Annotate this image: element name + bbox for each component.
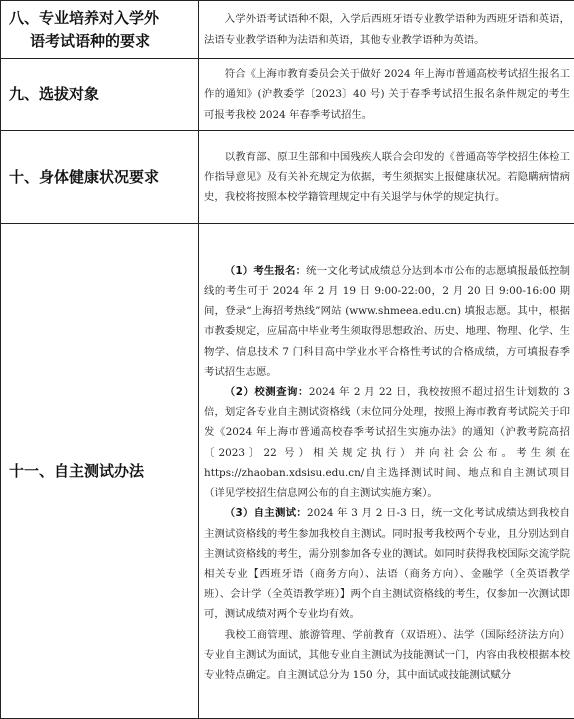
row-heading: 九、选拔对象	[1, 59, 199, 131]
table-row	[1, 59, 574, 131]
content-paragraph: 入学外语考试语种不限，入学后西班牙语专业教学语种为西班牙语和英语，法语专业教学语种为法语和英语，其他专业教学语种为英语。	[204, 9, 570, 49]
row-content	[199, 224, 574, 719]
content-paragraph	[204, 261, 570, 382]
heading-line-1: 八、专业培养对入学外	[9, 9, 159, 27]
paragraph-text: 我校工商管理、旅游管理、学前教育（双语班）、法学（国际经济法方向）专业自主测试为面试，其他专业自主测试为技能测试一门，内容由我校根据本校专业特点确定。自主测试总分为 150 分，其中面试或技能测试赋分	[204, 629, 570, 681]
paragraph-label: （3）自主测试：	[225, 507, 307, 519]
content-paragraph: 以教育部、原卫生部和中国残疾人联合会印发的《普通高等学校招生体检工作指导意见》及有关补充规定为依据，考生须据实上报健康状况。若隐瞒病情病史，我校将按照本校学籍管理规定中有关退学与休学的规定执行。	[204, 147, 570, 208]
content-paragraph	[204, 382, 570, 503]
row-heading	[1, 1, 199, 59]
row-content	[199, 131, 574, 224]
row-heading: 十、身体健康状况要求	[1, 131, 199, 224]
row-heading: 十一、自主测试办法	[1, 224, 199, 719]
paragraph-label: （2）校测查询：	[225, 386, 309, 398]
table-row	[1, 131, 574, 224]
paragraph-text: 2024 年 3 月 2 日-3 日，统一文化考试成绩达到我校自主测试资格线的考生参加我校自主测试。同时报考我校两个专业，且分别达到自主测试资格线的考生，需分别参加各专业的测试。如同时获得我校国际交流学院相关专业【西班牙语（商务方向）、法语（商务方向）、金融学（全英语教学班）、会计学（全英语教学班）】两个自主测试资格线的考生，仅参加一次测试即可，测试成绩对两个专业均有效。	[204, 507, 570, 620]
paragraph-label: （1）考生报名：	[225, 265, 306, 277]
content-paragraph	[204, 625, 570, 686]
paragraph-text: 2024 年 2 月 22 日，我校按照不超过招生计划数的 3 倍，划定各专业自主测试资格线（末位同分处理，按照上海市教育考试院关于印发《2024 年上海市普通高校春季考试招生实施办法》的通知（沪教考院高招〔2023〕22 号）相关规定执行）并向社会公布。考生须在 https://zhaoban.xdsisu.edu.cn/自主选择测试时间、地点和自主测试项目（详见学校招生信息网公布的自主测试实施方案）。	[204, 386, 570, 499]
heading-line-2: 语考试语种的要求	[9, 30, 198, 53]
row-content	[199, 1, 574, 59]
row-content	[199, 59, 574, 131]
content-paragraph: 符合《上海市教育委员会关于做好 2024 年上海市普通高校考试招生报名工作的通知》(沪教委学〔2023〕40 号) 关于春季考试招生报名条件规定的考生可报考我校 2024 年春季考试招生。	[204, 64, 570, 125]
table-row	[1, 1, 574, 59]
paragraph-text: 统一文化考试成绩总分达到本市公布的志愿填报最低控制线的考生可于 2024 年 2 月 19 日 9:00-22:00，2 月 20 日 9:00-16:00 期间，登录“上海招考热线”网站 (www.shmeea.edu.cn) 填报志愿。其中，根据市教委规定，应届高中毕业考生须取得思想政治、历史、地理、物理、化学、生物学、信息技术 7 门科目高中学业水平合格性考试的合格成绩，方可填报春季考试招生志愿。	[204, 265, 570, 378]
content-paragraph	[204, 503, 570, 624]
table-row	[1, 224, 574, 719]
